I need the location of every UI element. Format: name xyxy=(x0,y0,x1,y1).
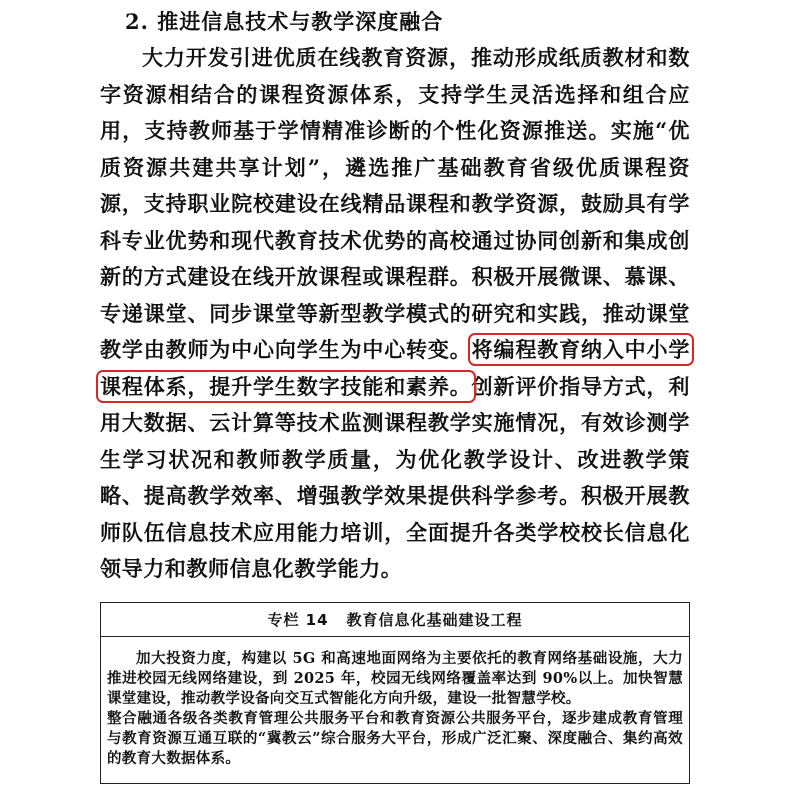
section-heading: 2. 推进信息技术与教学深度融合 xyxy=(125,9,444,34)
column-paragraph-1: 加大投资力度，构建以 5G 和高速地面网络为主要依托的教育网络基础设施，大力推进校园无线网络建设，到 2025 年，校园无线网络覆盖率达到 90%以上。加快智慧课堂建设，推动教学设备向交互式智能化方向升级，建设一批智慧学校。 xyxy=(107,650,683,707)
paragraph-text-before: 大力开发引进优质在线教育资源，推动形成纸质教材和数字资源相结合的课程资源体系，支持学生灵活选择和组合应用，支持教师基于学情精准诊断的个性化资源推送。实施“优质资源共建共享计划”，遴选推广基础教育省级优质课程资源，支持职业院校建设在线精品课程和教学资源，鼓励具有学科专业优势和现代教育技术优势的高校通过协同创新和集成创新的方式建设在线开放课程或课程群。积极开展微课、慕课、专递课堂、同步课堂等新型教学模式的研究和实践，推动课堂教学由教师为中心向学生为中心转变。 xyxy=(100,45,690,362)
paragraph-text-after: 创新评价指导方式，利用大数据、云计算等技术监测课程教学实施情况，有效诊测学生学习状况和教师教学质量，为优化教学设计、改进教学策略、提高教学效率、增强教学效果提供科学参考。积极开展教师队伍信息技术应用能力培训，全面提升各类学校校长信息化领导力和教师信息化教学能力。 xyxy=(100,373,691,581)
highlighted-sentence: 将编程教育纳入中小学课程体系，提升学生数字技能和素养。 xyxy=(100,337,691,399)
column-paragraph-2: 整合融通各级各类教育管理公共服务平台和教育资源公共服务平台，逐步建成教育管理与教育资源互通互联的“冀教云”综合服务大平台，形成广泛汇聚、深度融合、集约高效的教育大数据体系。 xyxy=(107,710,683,767)
column-label: 专栏 14 xyxy=(267,611,329,629)
column-box-body xyxy=(101,637,689,769)
body-paragraph xyxy=(100,40,690,588)
column-box xyxy=(100,602,690,784)
column-box-title xyxy=(101,603,689,637)
column-title: 教育信息化基础建设工程 xyxy=(346,611,523,629)
